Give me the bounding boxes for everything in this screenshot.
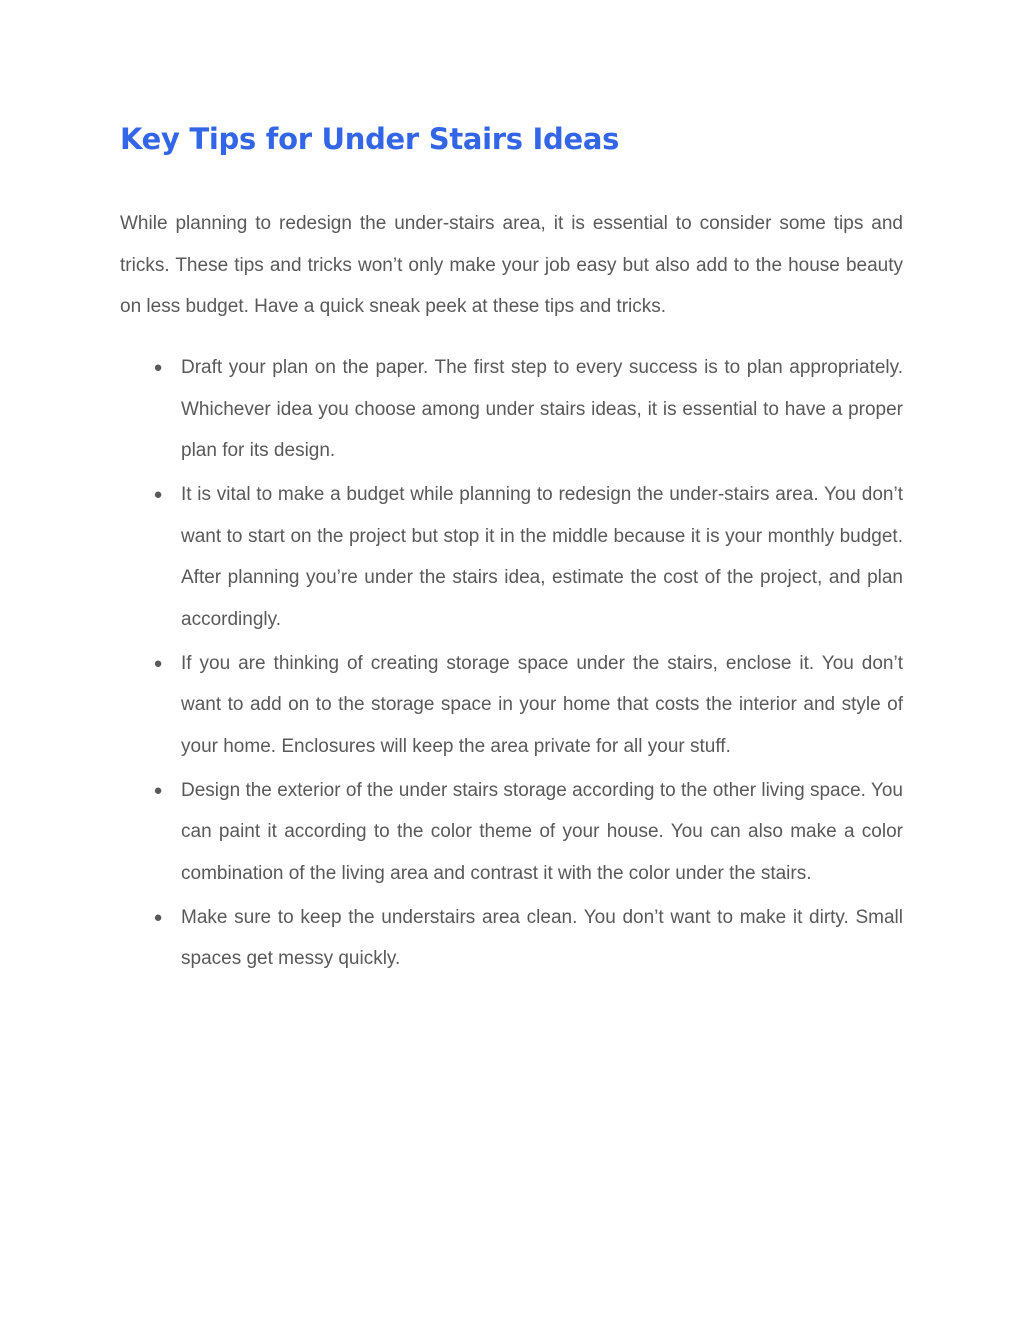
tip-text: If you are thinking of creating storage space under the stairs, enclose it. You don’t want to add on to the storage space in your home that costs the interior and style of your home. Enclosures will keep the area private for all your stuff. [181,652,903,757]
list-item [120,897,903,980]
bullet-icon: ● [153,654,163,672]
page-title: Key Tips for Under Stairs Ideas [120,122,620,156]
tip-text: It is vital to make a budget while planning to redesign the under-stairs area. You don’t want to start on the project but stop it in the middle because it is your monthly budget. After planning you’re under the stairs idea, estimate the cost of the project, and plan accordingly. [181,484,903,630]
tip-text: Design the exterior of the under stairs storage according to the other living space. You can paint it according to the color theme of your house. You can also make a color combination of the living area and contrast it with the color under the stairs. [181,779,903,884]
list-item [120,643,903,768]
bullet-icon: ● [153,359,163,376]
tip-text: Draft your plan on the paper. The first step to every success is to plan appropriately. Whichever idea you choose among under stairs ideas, it is essential to have a proper plan for its design. [181,357,903,461]
list-item [120,474,903,640]
list-item [120,770,903,895]
tip-text: Make sure to keep the understairs area clean. You don’t want to make it dirty. Small spaces get messy quickly. [181,906,903,969]
list-item [120,347,903,472]
intro-paragraph: While planning to redesign the under-stairs area, it is essential to consider some tips and tricks. These tips and tricks won’t only make your job easy but also add to the house beauty on less budget. Have a quick sneak peek at these tips and tricks. [120,213,903,317]
bullet-icon: ● [153,486,163,503]
bullet-icon: ● [153,908,163,926]
tips-list [120,347,903,982]
bullet-icon: ● [153,781,163,799]
